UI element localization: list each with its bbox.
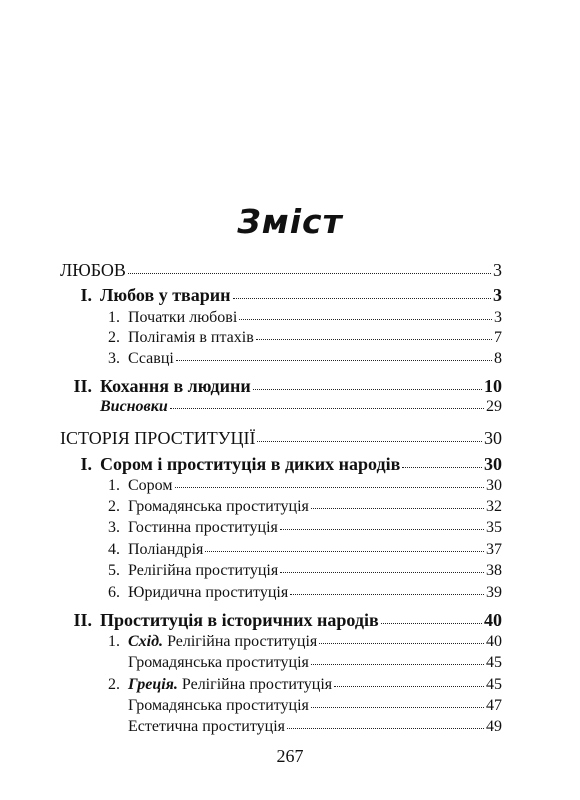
dot-leader xyxy=(311,508,484,509)
toc-entry-part[interactable] xyxy=(0,260,580,281)
toc-label: Релігійна проституція xyxy=(128,562,279,579)
toc-entry-section[interactable] xyxy=(0,519,580,537)
toc-number: 5. xyxy=(108,562,120,579)
toc-page-number: 32 xyxy=(486,498,502,515)
toc-page-number: 3 xyxy=(494,309,502,326)
toc-number: 4. xyxy=(108,541,120,558)
toc-page-number: 35 xyxy=(486,519,502,536)
toc-entry-section[interactable] xyxy=(0,541,580,559)
dot-leader xyxy=(334,686,484,687)
toc-label-emphasis: Схід. xyxy=(128,633,164,650)
toc-page-number: 30 xyxy=(484,454,502,474)
dot-leader xyxy=(257,441,482,442)
dot-leader xyxy=(175,487,485,488)
toc-label: ЛЮБОВ xyxy=(60,260,126,280)
toc-page-number: 45 xyxy=(486,676,502,693)
toc-entry-section[interactable] xyxy=(0,350,580,368)
dot-leader xyxy=(311,664,484,665)
toc-number: 2. xyxy=(108,676,120,693)
toc-number: II. xyxy=(73,376,92,396)
toc-page-number: 45 xyxy=(486,654,502,671)
toc-page-number: 47 xyxy=(486,697,502,714)
dot-leader xyxy=(287,728,484,729)
toc-label-emphasis: Греція. xyxy=(128,676,178,693)
dot-leader xyxy=(290,594,484,595)
toc-label: Початки любові xyxy=(128,309,238,326)
toc-number: 3. xyxy=(108,519,120,536)
toc-number: I. xyxy=(80,285,92,305)
toc-label: Гостинна проституція xyxy=(128,519,278,536)
toc-label: Проституція в історичних народів xyxy=(100,610,379,630)
toc-entry-subsection[interactable] xyxy=(0,654,580,672)
toc-page-number: 3 xyxy=(493,285,502,305)
toc-entry-chapter[interactable] xyxy=(0,610,580,631)
toc-entry-chapter[interactable] xyxy=(0,285,580,306)
toc-page-number: 40 xyxy=(484,610,502,630)
toc-label: Полігамія в птахів xyxy=(128,329,254,346)
toc-number: 1. xyxy=(108,309,120,326)
toc-label xyxy=(128,676,332,694)
toc-label-text: Релігійна проституція xyxy=(177,676,333,693)
toc-page-number: 49 xyxy=(486,718,502,735)
dot-leader xyxy=(402,467,482,468)
dot-leader xyxy=(253,389,482,390)
toc-page-number: 37 xyxy=(486,541,502,558)
toc-page-number: 29 xyxy=(486,398,502,415)
toc-entry-chapter[interactable] xyxy=(0,376,580,397)
toc-label: Громадянська проституція xyxy=(128,697,309,714)
toc-entry-section[interactable] xyxy=(0,309,580,327)
page-title: Зміст xyxy=(237,202,343,241)
toc-label: Громадянська проституція xyxy=(128,654,309,671)
toc-label: Кохання в людини xyxy=(100,376,251,396)
toc-entry-section[interactable] xyxy=(0,498,580,516)
toc-page-number: 10 xyxy=(484,376,502,396)
toc-label: Сором і проституція в диких народів xyxy=(100,454,401,474)
dot-leader xyxy=(311,707,484,708)
toc-entry-section[interactable] xyxy=(0,477,580,495)
toc-entry-subsection[interactable] xyxy=(0,718,580,736)
toc-entry-section[interactable] xyxy=(0,633,580,651)
toc-label: Висновки xyxy=(100,398,168,415)
page-number-footer: 267 xyxy=(276,746,304,766)
toc-entry-section[interactable] xyxy=(0,676,580,694)
toc-number: 1. xyxy=(108,633,120,650)
toc-entry-part[interactable] xyxy=(0,428,580,449)
toc-label: ІСТОРІЯ ПРОСТИТУЦІЇ xyxy=(60,428,256,448)
toc-page-number: 39 xyxy=(486,584,502,601)
toc-entry-subsection[interactable] xyxy=(0,697,580,715)
toc-label: Сором xyxy=(128,477,173,494)
toc-entry-section[interactable] xyxy=(0,584,580,602)
toc-label: Естетична проституція xyxy=(128,718,285,735)
toc-entry-section[interactable] xyxy=(0,329,580,347)
toc-page-number: 3 xyxy=(493,260,502,280)
dot-leader xyxy=(280,529,484,530)
dot-leader xyxy=(128,273,491,274)
dot-leader xyxy=(256,339,492,340)
toc-page-number: 30 xyxy=(486,477,502,494)
toc-number: 1. xyxy=(108,477,120,494)
dot-leader xyxy=(319,643,484,644)
toc-label: Юридична проституція xyxy=(128,584,289,601)
dot-leader xyxy=(170,408,484,409)
toc-page-number: 38 xyxy=(486,562,502,579)
dot-leader xyxy=(381,623,482,624)
toc-page-number: 8 xyxy=(494,350,502,367)
toc-number: I. xyxy=(80,454,92,474)
toc-label: Любов у тварин xyxy=(100,285,231,305)
toc-label: Громадянська проституція xyxy=(128,498,309,515)
toc-number: 2. xyxy=(108,329,120,346)
toc-number: 3. xyxy=(108,350,120,367)
dot-leader xyxy=(205,551,484,552)
toc-entry-section[interactable] xyxy=(0,562,580,580)
toc-page-number: 7 xyxy=(494,329,502,346)
toc-number: 6. xyxy=(108,584,120,601)
toc-page-number: 30 xyxy=(484,428,502,448)
toc-label-text: Релігійна проституція xyxy=(163,633,318,650)
toc-entry-conclusions[interactable] xyxy=(0,398,580,416)
toc-label xyxy=(128,633,317,651)
toc-page-number: 40 xyxy=(486,633,502,650)
toc-entry-chapter[interactable] xyxy=(0,454,580,475)
toc-label: Поліандрія xyxy=(128,541,204,558)
toc-number: II. xyxy=(73,610,92,630)
dot-leader xyxy=(233,298,491,299)
dot-leader xyxy=(280,572,484,573)
dot-leader xyxy=(239,319,492,320)
toc-label: Ссавці xyxy=(128,350,174,367)
toc-number: 2. xyxy=(108,498,120,515)
dot-leader xyxy=(176,360,492,361)
